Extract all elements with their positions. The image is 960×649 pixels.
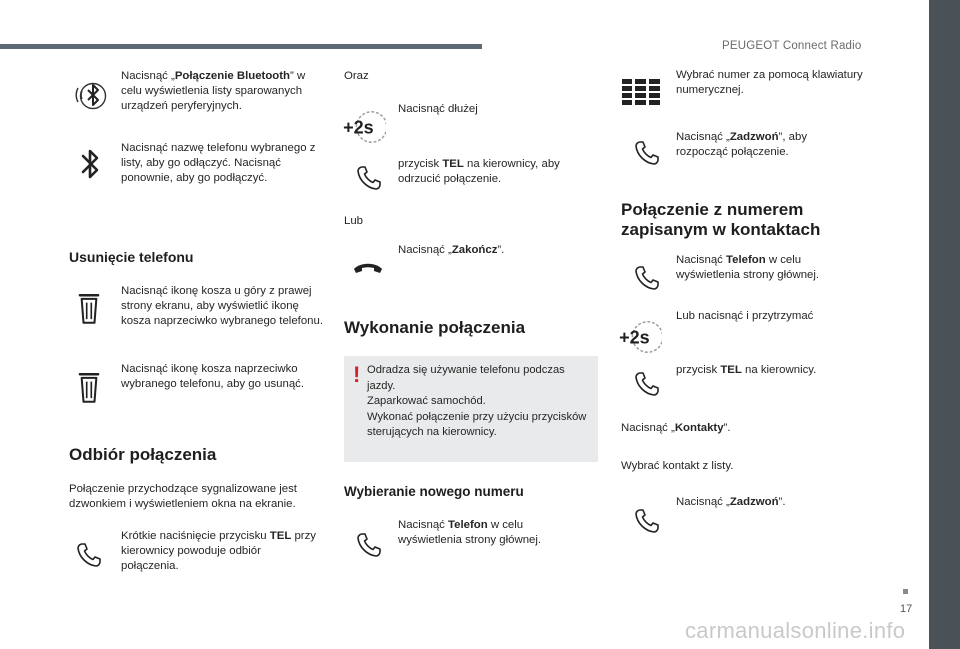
hold-2s-icon <box>618 318 662 356</box>
page-marker <box>903 589 908 594</box>
trash-item-text: Nacisnąć ikonę kosza naprzeciwko wybranego telefonu, aby go usunąć. <box>121 363 305 391</box>
hold-2s-icon <box>342 108 386 146</box>
dial-telefon-text: Nacisnąć Telefon w celu wyświetlenia strony głównej. <box>398 519 542 547</box>
phone-handset-icon[interactable] <box>74 540 104 570</box>
call-final-text: Nacisnąć „Zadzwoń”. <box>676 496 786 508</box>
reject-text: przycisk TEL na kierownicy, aby odrzucić połączenie. <box>398 158 560 186</box>
bluetooth-circle-icon <box>74 74 108 118</box>
warning-box <box>344 356 598 462</box>
select-contact-text: Wybrać kontakt z listy. <box>621 460 734 472</box>
tel-steering-text: przycisk TEL na kierownicy. <box>676 364 817 376</box>
phone-handset-icon[interactable] <box>354 530 384 560</box>
dial-new-heading: Wybieranie nowego numeru <box>344 484 524 499</box>
contacts-heading: Połączenie z numerem zapisanym w kontaktach <box>621 200 821 239</box>
short-press-text: Krótkie naciśnięcie przycisku TEL przy kierownicy powoduje odbiór połączenia. <box>121 530 316 573</box>
delete-phone-heading: Usunięcie telefonu <box>69 249 194 265</box>
receive-call-heading: Odbiór połączenia <box>69 445 217 464</box>
trash-icon[interactable] <box>78 371 100 405</box>
hangup-text: Nacisnąć „Zakończ”. <box>398 244 505 256</box>
bluetooth-icon <box>80 146 100 182</box>
make-call-heading: Wykonanie połączenia <box>344 318 526 337</box>
page-number: 17 <box>900 603 913 615</box>
phone-handset-icon[interactable] <box>354 163 384 193</box>
phone-handset-icon[interactable] <box>632 506 662 536</box>
lub-text: Lub <box>344 215 364 227</box>
warning-text: Odradza się używanie telefonu podczas jazdy. Zaparkować samochód. Wykonać połączenie przy użyciu przycisków sterujących na kierownicy. <box>367 364 587 439</box>
or-hold-text: Lub nacisnąć i przytrzymać <box>676 310 814 322</box>
phone-handset-icon[interactable] <box>632 263 662 293</box>
phone-handset-icon[interactable] <box>632 369 662 399</box>
keypad-text: Wybrać numer za pomocą klawiatury numerycznej. <box>676 69 863 97</box>
oraz-text: Oraz <box>344 70 369 82</box>
trash-top-text: Nacisnąć ikonę kosza u góry z prawej strony ekranu, aby wyświetlić ikonę kosza naprzeciwko wybranego telefonu. <box>121 285 323 328</box>
keypad-icon[interactable] <box>622 79 660 105</box>
warning-icon: ! <box>353 362 361 387</box>
brand-title: PEUGEOT Connect Radio <box>722 40 862 52</box>
watermark: carmanualsonline.info <box>685 618 906 643</box>
phone-handset-icon[interactable] <box>632 138 662 168</box>
kontakty-text: Nacisnąć „Kontakty”. <box>621 422 731 434</box>
trash-icon[interactable] <box>78 292 100 326</box>
call-start-text: Nacisnąć „Zadzwoń”, aby rozpocząć połączenie. <box>676 131 808 159</box>
header-accent-bar <box>0 44 482 49</box>
side-edge-bar <box>929 0 960 649</box>
bluetooth-disconnect-text: Nacisnąć nazwę telefonu wybranego z listy, aby go odłączyć. Nacisnąć ponownie, aby go podłączyć. <box>121 142 316 185</box>
receive-call-intro: Połączenie przychodzące sygnalizowane jest dzwonkiem i wyświetleniem okna na ekranie. <box>69 483 297 511</box>
long-press-text: Nacisnąć dłużej <box>398 103 478 115</box>
bluetooth-connect-text: Nacisnąć „Połączenie Bluetooth” w celu wyświetlenia listy sparowanych urządzeń peryferyjnych. <box>121 70 306 113</box>
hang-up-icon[interactable] <box>352 259 384 277</box>
contacts-telefon-text: Nacisnąć Telefon w celu wyświetlenia strony głównej. <box>676 254 820 282</box>
